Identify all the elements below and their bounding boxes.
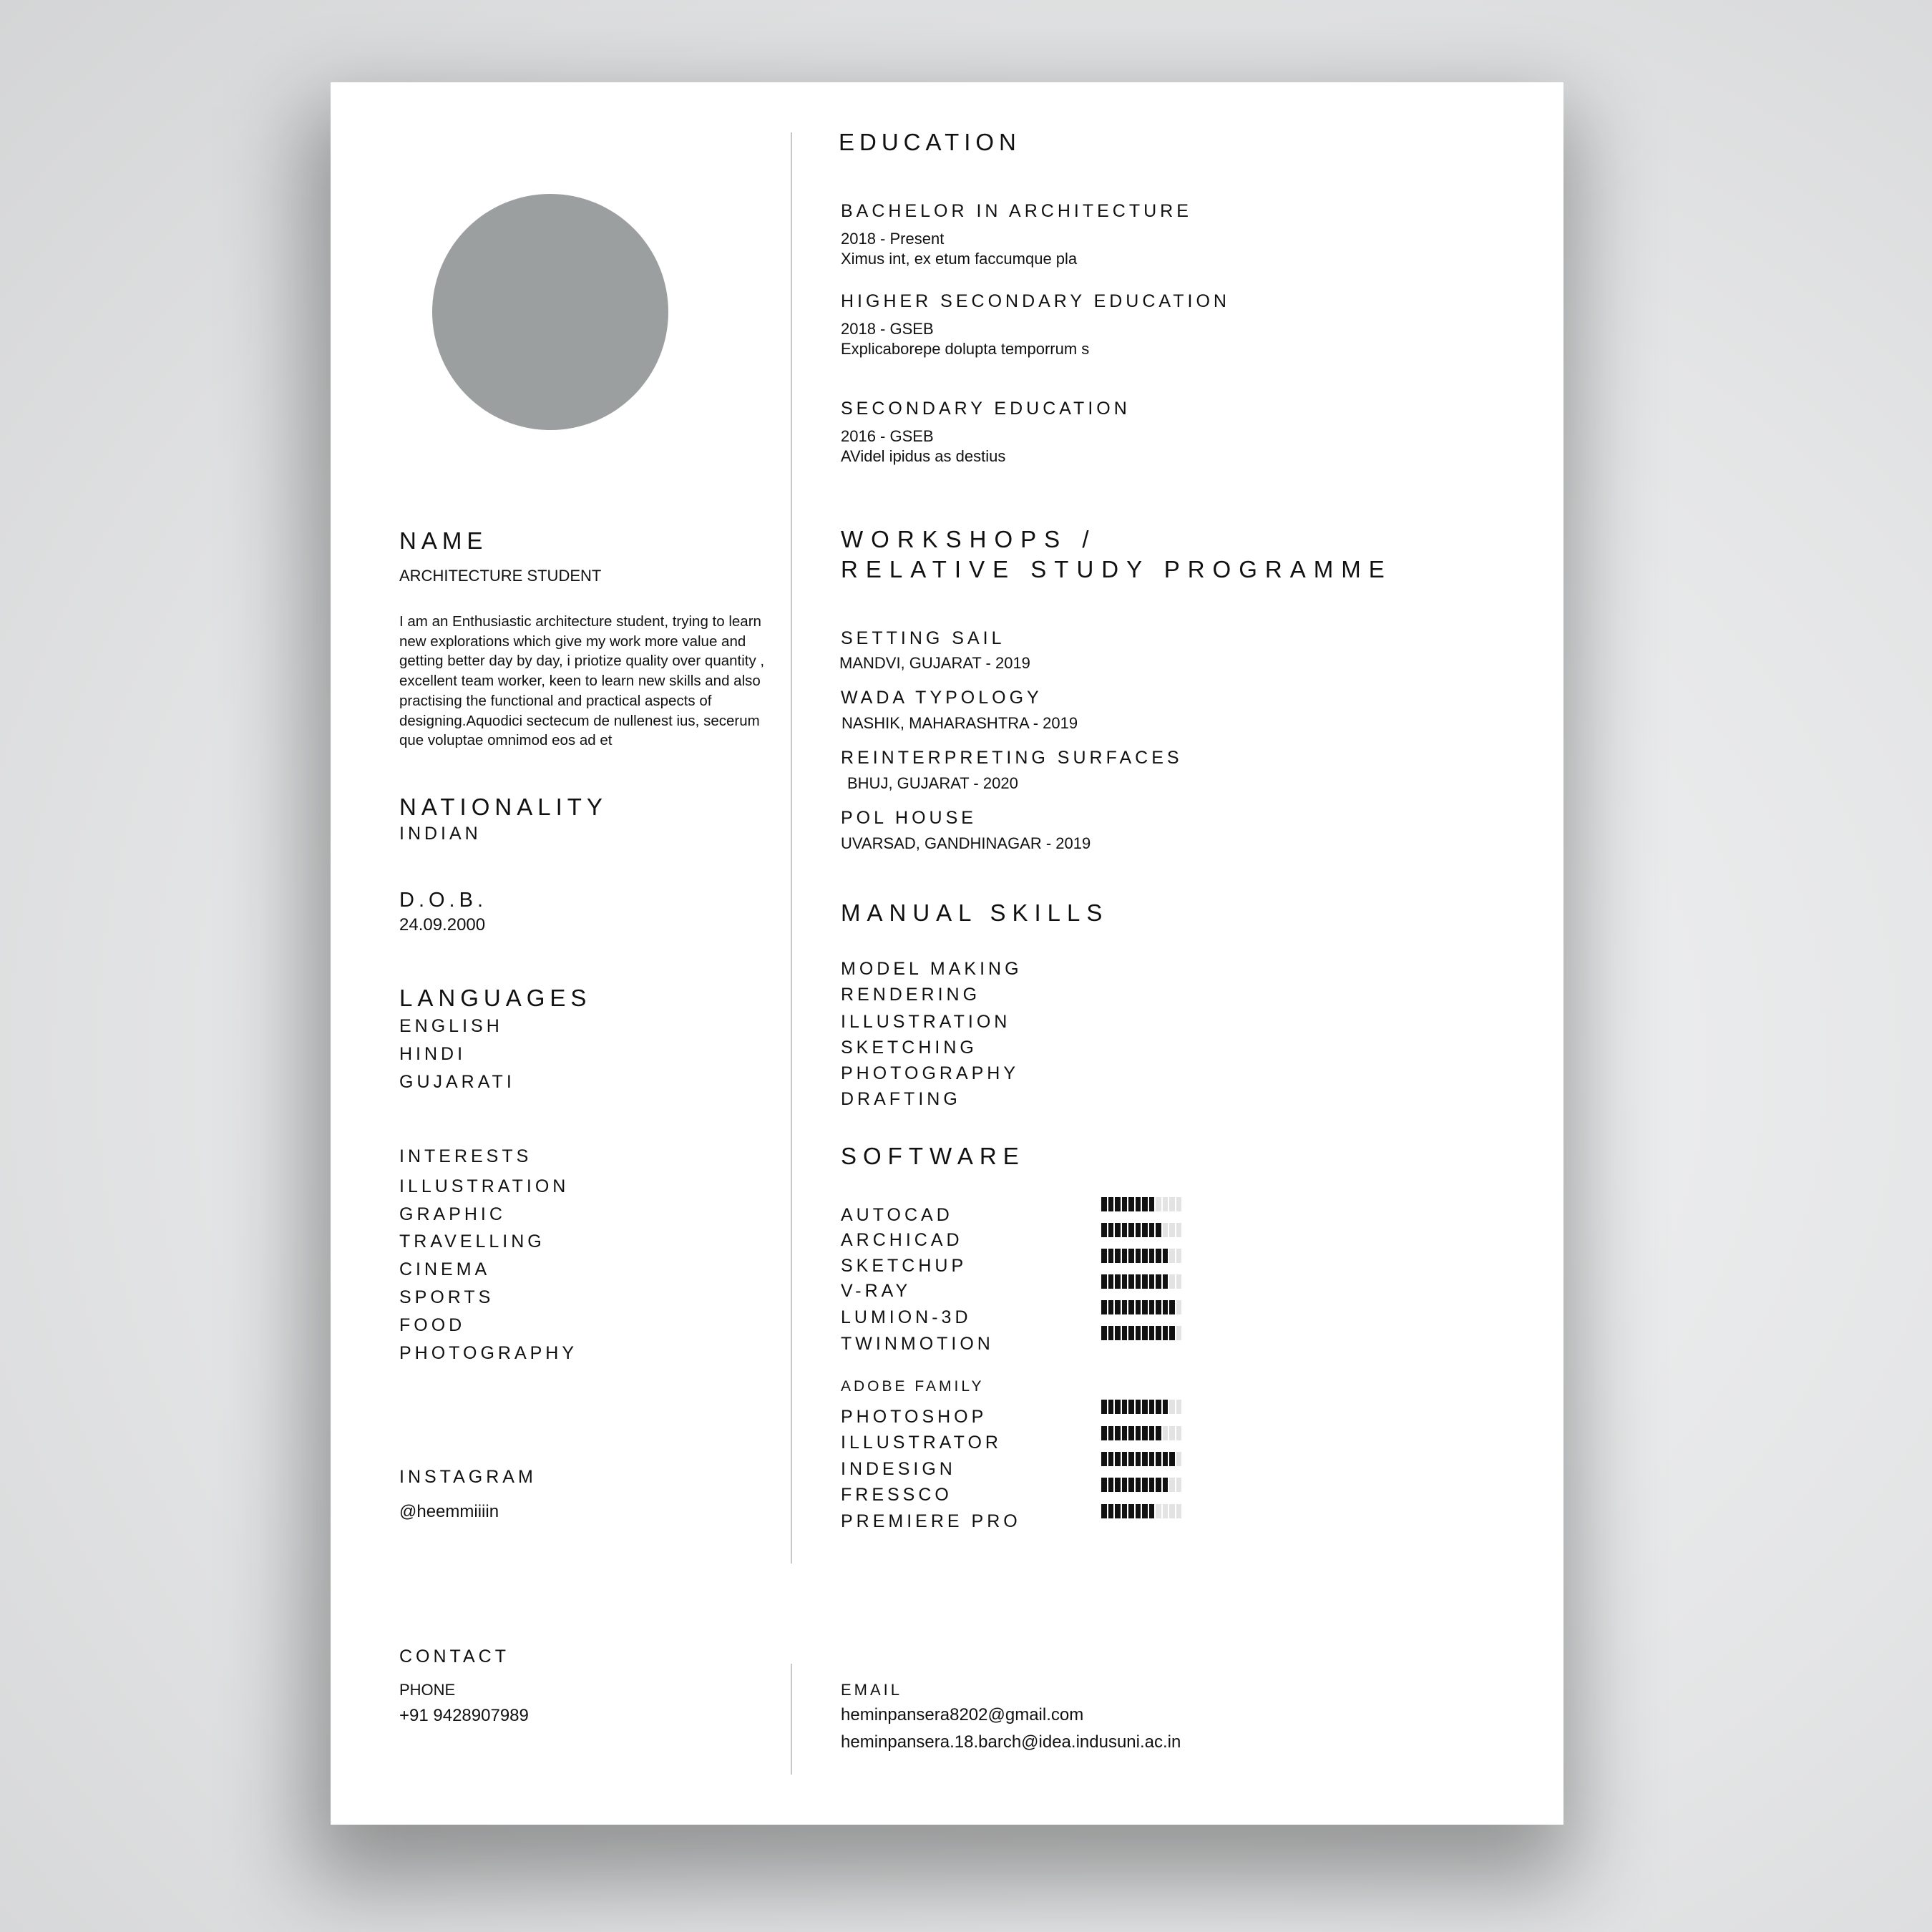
software-name: PREMIERE PRO: [841, 1511, 1021, 1531]
role-text: ARCHITECTURE STUDENT: [399, 567, 602, 585]
skill-level-segment: [1149, 1426, 1155, 1440]
skill-level-segment: [1163, 1249, 1169, 1263]
skill-level-bar: [1101, 1197, 1181, 1211]
skill-level-segment: [1169, 1197, 1175, 1211]
software-name: SKETCHUP: [841, 1256, 967, 1276]
skill-level-segment: [1142, 1426, 1148, 1440]
skill-level-segment: [1176, 1400, 1182, 1414]
skill-level-segment: [1108, 1400, 1114, 1414]
education-title: BACHELOR IN ARCHITECTURE: [841, 201, 1192, 221]
skill-level-segment: [1149, 1326, 1155, 1340]
skill-level-segment: [1149, 1400, 1155, 1414]
skill-level-segment: [1142, 1249, 1148, 1263]
skill-level-segment: [1128, 1400, 1134, 1414]
education-line: 2018 - Present: [841, 230, 945, 248]
skill-level-segment: [1122, 1426, 1128, 1440]
skill-level-segment: [1115, 1249, 1121, 1263]
workshop-title: WADA TYPOLOGY: [841, 688, 1043, 708]
phone-number[interactable]: +91 9428907989: [399, 1706, 529, 1725]
skill-level-segment: [1101, 1326, 1107, 1340]
skill-level-bar: [1101, 1452, 1181, 1466]
skill-level-segment: [1128, 1326, 1134, 1340]
education-line: AVidel ipidus as destius: [841, 447, 1006, 465]
skill-level-segment: [1122, 1326, 1128, 1340]
bio-text: I am an Enthusiastic architecture student, trying to learn new explorations which give my work more value and getting better day by day, i priotize quality over quantity , excellent team worker, keen to learn new skills and also practising the functional and practical aspects of designing.Aquodici sectecum de nullenest ius, secerum que voluptae omnimod eos ad et: [399, 613, 765, 749]
skill-level-segment: [1108, 1300, 1114, 1314]
skill-level-segment: [1101, 1223, 1107, 1237]
skill-level-segment: [1115, 1274, 1121, 1289]
software-name: FRESSCO: [841, 1485, 952, 1505]
nationality-heading: NATIONALITY: [399, 794, 608, 820]
skill-level-segment: [1128, 1223, 1134, 1237]
skill-level-segment: [1156, 1300, 1161, 1314]
workshop-title: POL HOUSE: [841, 808, 977, 828]
interest-item: FOOD: [399, 1315, 466, 1335]
skill-level-segment: [1128, 1452, 1134, 1466]
instagram-heading: INSTAGRAM: [399, 1467, 537, 1487]
skill-level-segment: [1156, 1326, 1161, 1340]
skill-level-segment: [1149, 1300, 1155, 1314]
education-line: Explicaborepe dolupta temporrum s: [841, 340, 1090, 358]
skill-level-segment: [1156, 1274, 1161, 1289]
manual-skill-item: MODEL MAKING: [841, 959, 1023, 979]
email-link[interactable]: heminpansera8202@gmail.com: [841, 1705, 1084, 1724]
skill-level-segment: [1122, 1223, 1128, 1237]
skill-level-segment: [1128, 1478, 1134, 1492]
skill-level-segment: [1163, 1326, 1169, 1340]
skill-level-segment: [1169, 1452, 1175, 1466]
skill-level-segment: [1115, 1504, 1121, 1518]
skill-level-segment: [1163, 1478, 1169, 1492]
skill-level-segment: [1122, 1478, 1128, 1492]
skill-level-segment: [1142, 1400, 1148, 1414]
skill-level-bar: [1101, 1223, 1181, 1237]
skill-level-segment: [1101, 1274, 1107, 1289]
workshop-place: MANDVI, GUJARAT - 2019: [839, 654, 1030, 672]
workshops-heading: WORKSHOPS /: [841, 526, 1097, 552]
workshop-place: NASHIK, MAHARASHTRA - 2019: [841, 714, 1078, 732]
skill-level-segment: [1115, 1452, 1121, 1466]
skill-level-bar: [1101, 1426, 1181, 1440]
manual-skill-item: ILLUSTRATION: [841, 1012, 1011, 1032]
skill-level-segment: [1122, 1197, 1128, 1211]
skill-level-segment: [1108, 1274, 1114, 1289]
skill-level-segment: [1136, 1249, 1141, 1263]
skill-level-segment: [1163, 1504, 1169, 1518]
skill-level-segment: [1128, 1249, 1134, 1263]
phone-label: PHONE: [399, 1681, 456, 1699]
skill-level-bar: [1101, 1504, 1181, 1518]
interests-heading: INTERESTS: [399, 1146, 532, 1166]
skill-level-segment: [1156, 1426, 1161, 1440]
skill-level-segment: [1176, 1452, 1182, 1466]
workshop-title: REINTERPRETING SURFACES: [841, 748, 1183, 768]
dob-heading: D.O.B.: [399, 889, 488, 912]
interest-item: TRAVELLING: [399, 1231, 545, 1252]
instagram-handle[interactable]: @heemmiiiin: [399, 1502, 499, 1521]
skill-level-bar: [1101, 1326, 1181, 1340]
skill-level-segment: [1163, 1452, 1169, 1466]
skill-level-segment: [1128, 1197, 1134, 1211]
skill-level-segment: [1101, 1249, 1107, 1263]
skill-level-segment: [1128, 1274, 1134, 1289]
workshop-title: SETTING SAIL: [841, 628, 1005, 648]
skill-level-segment: [1156, 1400, 1161, 1414]
education-heading: EDUCATION: [839, 129, 1021, 155]
skill-level-segment: [1122, 1452, 1128, 1466]
profile-photo-placeholder: [432, 194, 668, 430]
language-item: HINDI: [399, 1044, 467, 1064]
skill-level-segment: [1149, 1478, 1155, 1492]
skill-level-segment: [1156, 1197, 1161, 1211]
skill-level-segment: [1169, 1274, 1175, 1289]
interest-item: ILLUSTRATION: [399, 1176, 570, 1196]
skill-level-segment: [1169, 1400, 1175, 1414]
skill-level-segment: [1142, 1223, 1148, 1237]
skill-level-segment: [1163, 1300, 1169, 1314]
skill-level-segment: [1142, 1452, 1148, 1466]
interest-item: SPORTS: [399, 1287, 494, 1307]
skill-level-segment: [1108, 1326, 1114, 1340]
skill-level-segment: [1176, 1274, 1182, 1289]
software-name: ILLUSTRATOR: [841, 1433, 1002, 1453]
skill-level-segment: [1108, 1504, 1114, 1518]
workshop-place: UVARSAD, GANDHINAGAR - 2019: [841, 834, 1091, 852]
skill-level-segment: [1156, 1223, 1161, 1237]
skill-level-segment: [1122, 1249, 1128, 1263]
skill-level-segment: [1115, 1478, 1121, 1492]
skill-level-segment: [1128, 1300, 1134, 1314]
skill-level-segment: [1176, 1197, 1182, 1211]
column-divider: [791, 132, 792, 1563]
education-line: Ximus int, ex etum faccumque pla: [841, 250, 1078, 268]
skill-level-segment: [1136, 1504, 1141, 1518]
skill-level-segment: [1101, 1197, 1107, 1211]
skill-level-segment: [1108, 1249, 1114, 1263]
skill-level-segment: [1108, 1478, 1114, 1492]
skill-level-segment: [1122, 1274, 1128, 1289]
skill-level-segment: [1136, 1223, 1141, 1237]
skill-level-segment: [1176, 1249, 1182, 1263]
skill-level-bar: [1101, 1478, 1181, 1492]
interest-item: PHOTOGRAPHY: [399, 1343, 578, 1363]
skill-level-segment: [1101, 1300, 1107, 1314]
skill-level-segment: [1128, 1426, 1134, 1440]
dob-value: 24.09.2000: [399, 915, 486, 935]
language-item: ENGLISH: [399, 1016, 503, 1036]
skill-level-segment: [1136, 1400, 1141, 1414]
software-name: LUMION-3D: [841, 1307, 972, 1327]
skill-level-segment: [1169, 1249, 1175, 1263]
skill-level-bar: [1101, 1300, 1181, 1314]
skill-level-segment: [1163, 1426, 1169, 1440]
skill-level-segment: [1142, 1274, 1148, 1289]
education-title: SECONDARY EDUCATION: [841, 399, 1131, 419]
education-line: 2018 - GSEB: [841, 320, 934, 338]
skill-level-segment: [1142, 1326, 1148, 1340]
languages-heading: LANGUAGES: [399, 985, 592, 1011]
resume-sheet: [331, 82, 1563, 1825]
adobe-family-heading: ADOBE FAMILY: [841, 1378, 985, 1395]
skill-level-segment: [1176, 1223, 1182, 1237]
contact-divider: [791, 1664, 792, 1775]
workshop-place: BHUJ, GUJARAT - 2020: [847, 774, 1018, 792]
manual-skill-item: RENDERING: [841, 985, 981, 1005]
workshops-heading-line2: RELATIVE STUDY PROGRAMME: [841, 556, 1392, 582]
skill-level-segment: [1163, 1197, 1169, 1211]
skill-level-segment: [1115, 1426, 1121, 1440]
skill-level-segment: [1142, 1478, 1148, 1492]
skill-level-segment: [1149, 1249, 1155, 1263]
skill-level-segment: [1142, 1197, 1148, 1211]
name-heading: NAME: [399, 527, 488, 554]
skill-level-segment: [1176, 1426, 1182, 1440]
skill-level-segment: [1108, 1197, 1114, 1211]
skill-level-segment: [1149, 1223, 1155, 1237]
contact-heading: CONTACT: [399, 1646, 509, 1667]
skill-level-segment: [1149, 1274, 1155, 1289]
skill-level-segment: [1169, 1426, 1175, 1440]
skill-level-segment: [1176, 1504, 1182, 1518]
skill-level-segment: [1156, 1504, 1161, 1518]
software-name: ARCHICAD: [841, 1230, 963, 1250]
software-name: AUTOCAD: [841, 1205, 953, 1225]
skill-level-segment: [1156, 1452, 1161, 1466]
skill-level-segment: [1136, 1197, 1141, 1211]
skill-level-segment: [1108, 1223, 1114, 1237]
education-title: HIGHER SECONDARY EDUCATION: [841, 291, 1230, 311]
skill-level-segment: [1115, 1197, 1121, 1211]
skill-level-segment: [1136, 1426, 1141, 1440]
software-name: TWINMOTION: [841, 1334, 994, 1354]
skill-level-segment: [1108, 1426, 1114, 1440]
software-name: PHOTOSHOP: [841, 1407, 987, 1427]
skill-level-segment: [1149, 1504, 1155, 1518]
skill-level-segment: [1115, 1300, 1121, 1314]
skill-level-segment: [1122, 1300, 1128, 1314]
skill-level-segment: [1128, 1504, 1134, 1518]
skill-level-segment: [1149, 1197, 1155, 1211]
manual-skills-heading: MANUAL SKILLS: [841, 899, 1109, 926]
skill-level-segment: [1115, 1223, 1121, 1237]
skill-level-segment: [1169, 1478, 1175, 1492]
skill-level-segment: [1136, 1452, 1141, 1466]
skill-level-segment: [1156, 1478, 1161, 1492]
skill-level-segment: [1136, 1300, 1141, 1314]
skill-level-segment: [1169, 1504, 1175, 1518]
skill-level-segment: [1169, 1223, 1175, 1237]
skill-level-segment: [1101, 1452, 1107, 1466]
language-item: GUJARATI: [399, 1072, 515, 1092]
skill-level-segment: [1108, 1452, 1114, 1466]
skill-level-segment: [1169, 1326, 1175, 1340]
manual-skill-item: DRAFTING: [841, 1089, 961, 1109]
skill-level-segment: [1136, 1274, 1141, 1289]
skill-level-segment: [1176, 1326, 1182, 1340]
skill-level-bar: [1101, 1274, 1181, 1289]
education-line: 2016 - GSEB: [841, 427, 934, 445]
interest-item: CINEMA: [399, 1259, 491, 1279]
skill-level-segment: [1169, 1300, 1175, 1314]
skill-level-segment: [1163, 1400, 1169, 1414]
skill-level-segment: [1149, 1452, 1155, 1466]
skill-level-bar: [1101, 1400, 1181, 1414]
skill-level-segment: [1163, 1274, 1169, 1289]
interest-item: GRAPHIC: [399, 1204, 506, 1224]
software-name: V-RAY: [841, 1281, 912, 1301]
skill-level-segment: [1142, 1300, 1148, 1314]
skill-level-segment: [1163, 1223, 1169, 1237]
skill-level-segment: [1136, 1478, 1141, 1492]
skill-level-segment: [1122, 1400, 1128, 1414]
skill-level-segment: [1136, 1326, 1141, 1340]
email-label: EMAIL: [841, 1681, 903, 1699]
software-heading: SOFTWARE: [841, 1143, 1025, 1169]
skill-level-segment: [1115, 1400, 1121, 1414]
software-name: INDESIGN: [841, 1459, 956, 1479]
manual-skill-item: SKETCHING: [841, 1038, 977, 1058]
skill-level-segment: [1101, 1478, 1107, 1492]
skill-level-segment: [1156, 1249, 1161, 1263]
manual-skill-item: PHOTOGRAPHY: [841, 1063, 1020, 1083]
skill-level-segment: [1101, 1426, 1107, 1440]
skill-level-segment: [1101, 1504, 1107, 1518]
nationality-value: INDIAN: [399, 824, 482, 844]
skill-level-segment: [1115, 1326, 1121, 1340]
skill-level-bar: [1101, 1249, 1181, 1263]
skill-level-segment: [1176, 1478, 1182, 1492]
skill-level-segment: [1101, 1400, 1107, 1414]
skill-level-segment: [1176, 1300, 1182, 1314]
skill-level-segment: [1122, 1504, 1128, 1518]
skill-level-segment: [1142, 1504, 1148, 1518]
email-link[interactable]: heminpansera.18.barch@idea.indusuni.ac.in: [841, 1732, 1181, 1752]
